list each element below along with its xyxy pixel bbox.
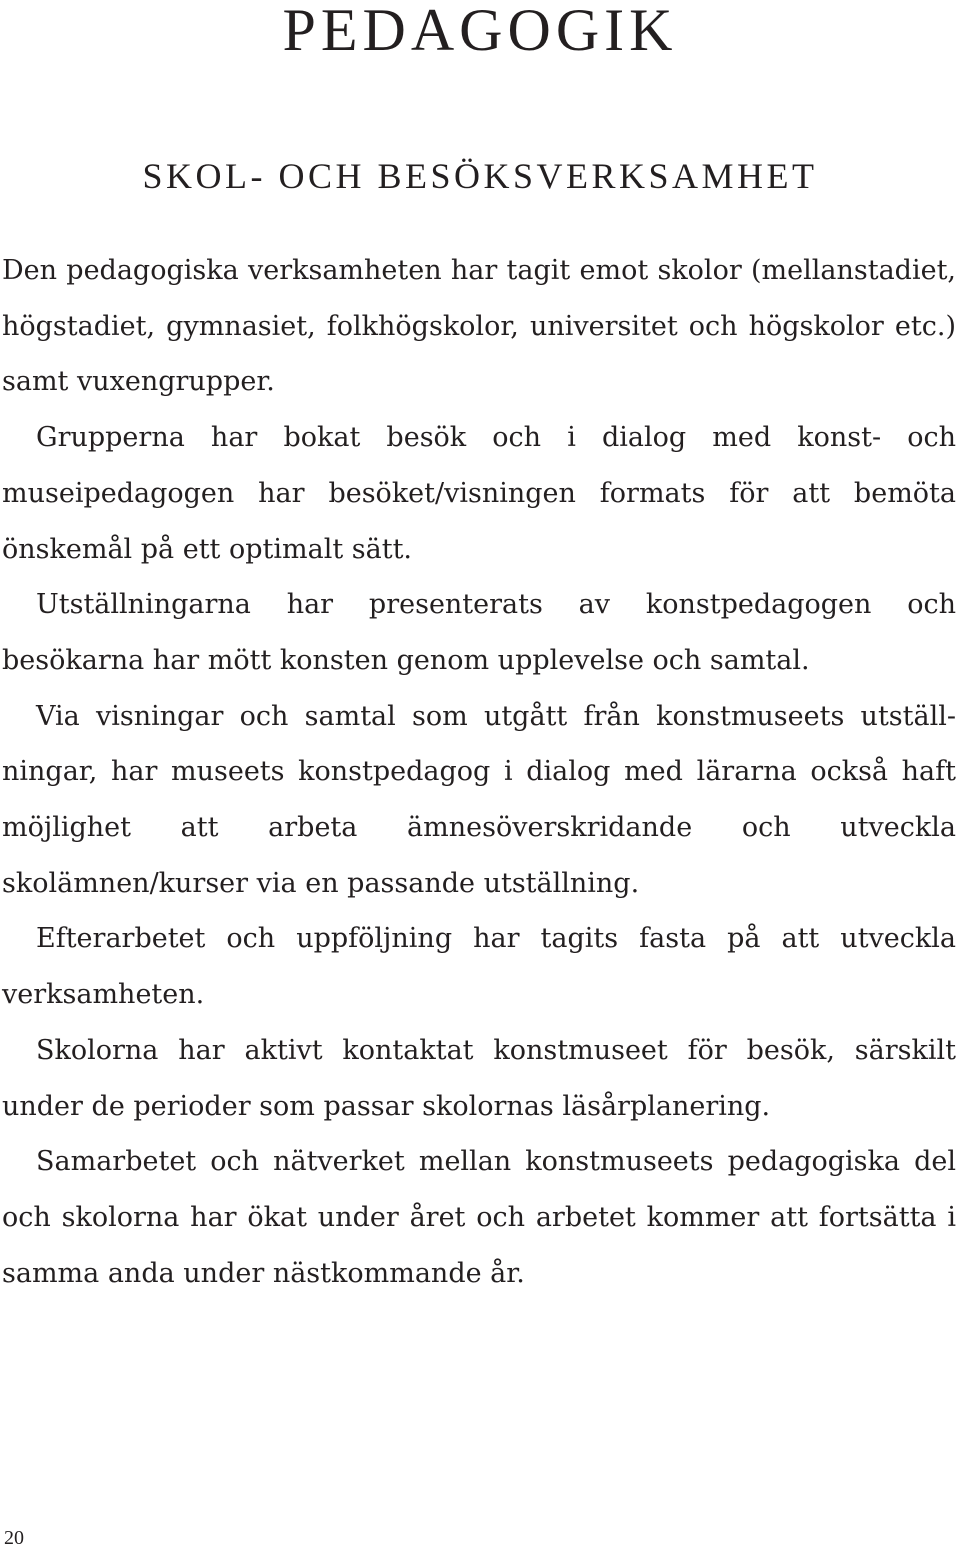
paragraph-guided-tours: Via visningar och samtal som utgått från konstmuseets utställningar, har museets konstpedagog i dialog med lärarna också haft möjlighet att arbeta ämnesöverskridande och utveckla skolämnen/kurser via en passande utställning.	[2, 700, 956, 899]
paragraph-collaboration: Samarbetet och nätverket mellan konstmuseets pedagogiska del och skolorna har ökat under året och arbetet kommer att fortsätta i samma anda under nästkommande år.	[2, 1146, 956, 1289]
paragraph-schools-contact: Skolorna har aktivt kontaktat konstmuseet för besök, särskilt under de perioder som passar skolornas läsårplanering.	[2, 1034, 956, 1122]
body-text	[2, 243, 956, 1301]
paragraph-intro: Den pedagogiska verksamheten har tagit emot skolor (mellanstadiet, högstadiet, gymnasiet, folkhögskolor, universitet och högskolor etc.) samt vuxengrupper.	[2, 255, 956, 398]
paragraph-groups: Grupperna har bokat besök och i dialog med konst- och museipedagogen har besöket/visningen formats för att bemöta önskemål på ett optimalt sätt.	[2, 422, 956, 565]
paragraph-follow-up: Efterarbetet och uppföljning har tagits fasta på att utveckla verksamheten.	[2, 923, 956, 1011]
paragraph-exhibitions: Utställningarna har presenterats av konstpedagogen och besökarna har mött konsten genom upplevelse och samtal.	[2, 589, 956, 676]
page-number: 20	[4, 1527, 24, 1549]
section-heading: SKOL- OCH BESÖKSVERKSAMHET	[142, 156, 818, 196]
page-title: PEDAGOGIK	[282, 0, 678, 63]
